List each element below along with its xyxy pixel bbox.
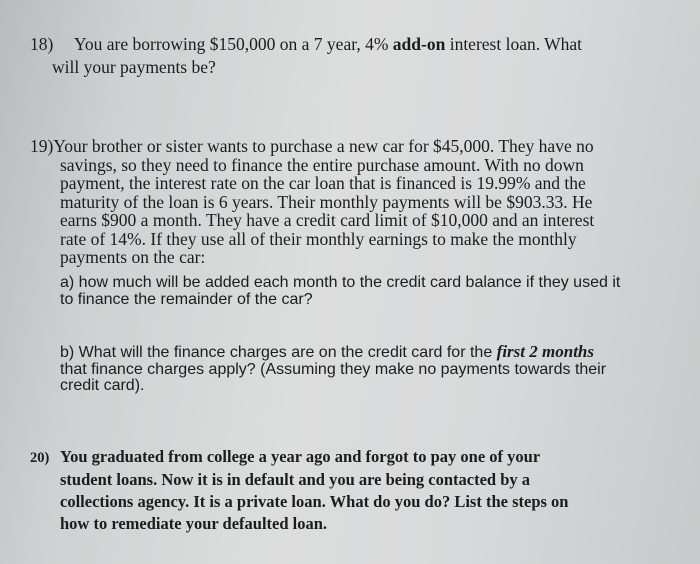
question-19-line-4: maturity of the loan is 6 years. Their monthly payments will be $903.33. He xyxy=(60,191,593,212)
question-18-add-on: add-on xyxy=(392,34,446,54)
question-18 xyxy=(30,35,582,77)
question-19b-line-1 xyxy=(60,344,606,362)
question-19a-line-1: a) how much will be added each month to the credit card balance if they used it xyxy=(60,274,621,291)
question-19a-line-2: to finance the remainder of the car? xyxy=(60,291,313,308)
question-19-line-2: savings, so they need to finance the entire purchase amount. With no down xyxy=(60,154,584,175)
question-20-line-4: how to remediate your defaulted loan. xyxy=(60,514,328,533)
question-19-text-1: Your brother or sister wants to purchase a new car for $45,000. They have no xyxy=(53,136,594,156)
question-19b-first-2-months: first 2 months xyxy=(496,342,594,361)
question-19-part-a xyxy=(60,274,620,308)
question-20-line-3: collections agency. It is a private loan. What do you do? List the steps on xyxy=(60,492,569,511)
question-19b-line-2: that finance charges apply? (Assuming they make no payments towards their xyxy=(60,360,607,378)
question-19-line-1 xyxy=(30,137,594,156)
question-18-text-a: You are borrowing $150,000 on a 7 year, 4% xyxy=(74,34,393,54)
question-18-text-b: interest loan. What xyxy=(445,34,583,54)
question-19-part-b xyxy=(60,344,606,395)
question-20 xyxy=(30,446,568,535)
question-20-line-1 xyxy=(30,446,568,469)
question-19 xyxy=(30,137,594,267)
question-19b-line-3: credit card). xyxy=(60,377,145,394)
question-20-number: 20) xyxy=(30,450,50,466)
bleed-through-text xyxy=(60,88,66,108)
question-19-number: 19) xyxy=(30,136,54,156)
question-18-number: 18) xyxy=(30,34,54,54)
question-20-text-1: You graduated from college a year ago and forgot to pay one of your xyxy=(60,447,541,466)
question-19-line-7: payments on the car: xyxy=(60,247,206,267)
question-18-line-2: will your payments be? xyxy=(52,57,216,77)
question-19-line-3: payment, the interest rate on the car loan that is financed is 19.99% and the xyxy=(60,173,586,193)
question-19-line-6: rate of 14%. If they use all of their monthly earnings to make the monthly xyxy=(60,228,577,249)
question-20-line-2: student loans. Now it is in default and you are being contacted by a xyxy=(60,470,531,489)
question-19-line-5: earns $900 a month. They have a credit card limit of $10,000 and an interest xyxy=(60,210,595,230)
question-19b-text-a: b) What will the finance charges are on the credit card for the xyxy=(60,344,497,361)
question-18-line-1 xyxy=(30,35,582,54)
